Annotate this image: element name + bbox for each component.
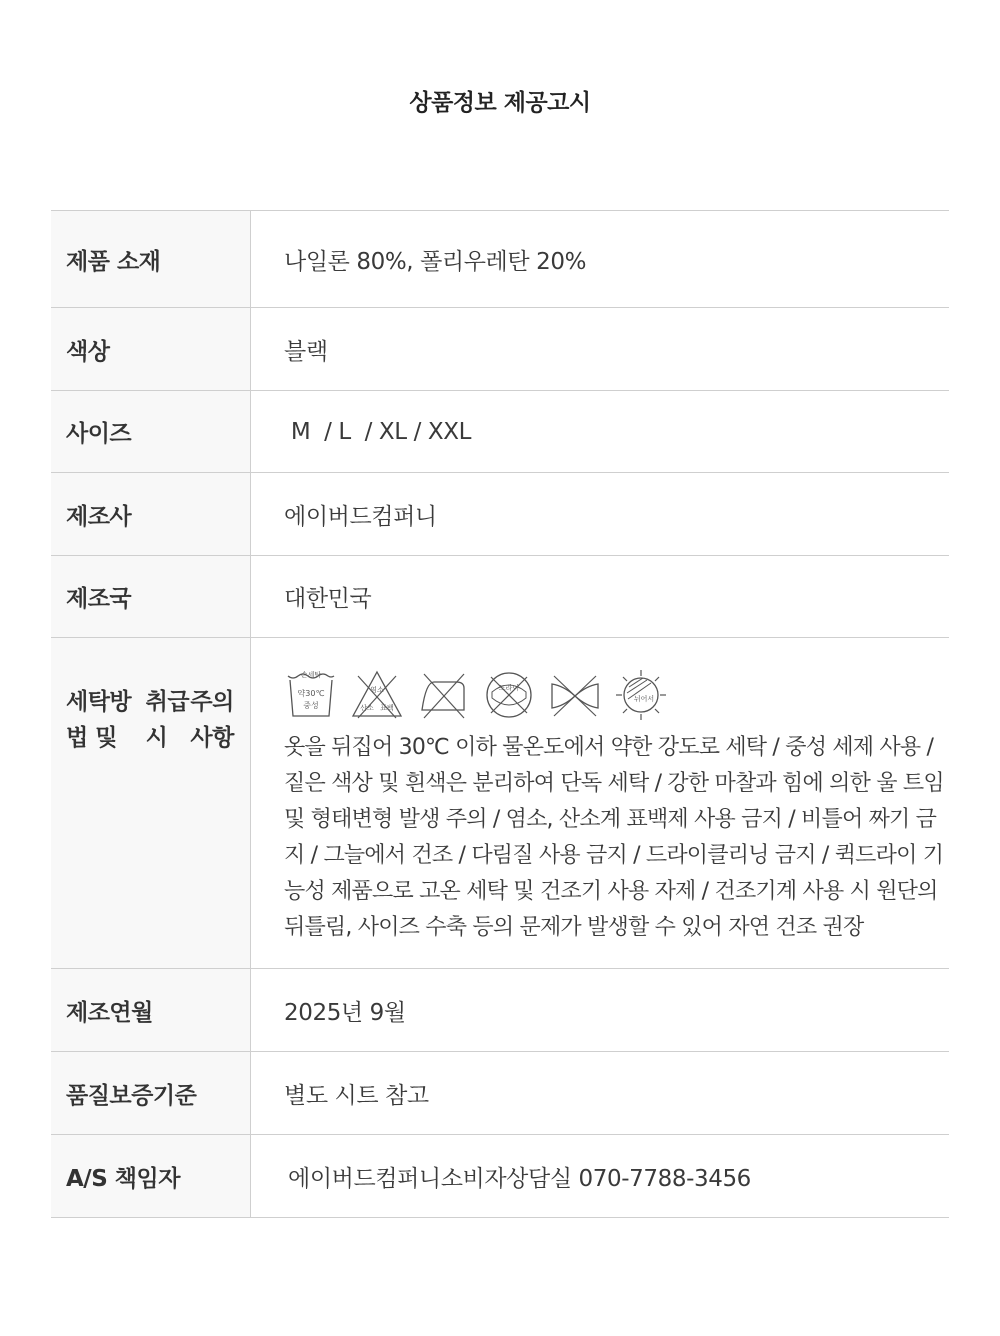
no-bleach-triangle-icon: [350, 668, 404, 722]
no-iron-icon: [416, 668, 470, 722]
icon-text: 뉘어서: [633, 695, 655, 703]
care-icons: [284, 668, 949, 722]
table-row-as-contact: [51, 1135, 949, 1218]
icon-text: 손세탁: [300, 671, 322, 679]
shade-dry-icon: [614, 668, 668, 722]
table-row-country: [51, 556, 949, 638]
table-row-care: [51, 638, 949, 969]
table-row-quality-standard: [51, 1052, 949, 1135]
row-label: 제품 소재: [51, 211, 251, 307]
icon-text: 표백: [380, 704, 394, 712]
hand-wash-icon: [284, 668, 338, 722]
row-value: 에이버드컴퍼니: [284, 503, 437, 530]
row-label: A/S 책임자: [51, 1135, 251, 1217]
row-value: M / L / XL / XXL: [284, 418, 472, 445]
row-label: 품질보증기준: [51, 1052, 251, 1134]
product-info-table: [51, 210, 949, 1218]
label-line: 세탁방법 및: [66, 689, 132, 751]
table-row-manufacturer: [51, 473, 949, 556]
row-label: 제조국: [51, 556, 251, 637]
icon-text: 염소: [370, 686, 384, 694]
row-value: 2025년 9월: [284, 999, 406, 1026]
care-instructions-text: 옷을 뒤집어 30℃ 이하 물온도에서 약한 강도로 세탁 / 중성 세제 사용 / 짙은 색상 및 흰색은 분리하여 단독 세탁 / 강한 마찰과 힘에 의한 울 트임 및 형태변형 발생 주의 / 염소, 산소계 표백제 사용 금지 / 비틀어 짜기 금지 / 그늘에서 건조 / 다림질 사용 금지 / 드라이클리닝 금지 / 퀵드라이 기능성 제품으로 고온 세탁 및 건조기 사용 자제 / 건조기계 사용 시 원단의 뒤틀림, 사이즈 수축 등의 문제가 발생할 수 있어 자연 건조 권장: [284, 735, 944, 940]
row-value: 대한민국: [284, 586, 372, 612]
icon-text: 중성: [303, 701, 319, 710]
row-value: 나일론 80%, 폴리우레탄 20%: [284, 248, 587, 275]
row-value: 블랙: [284, 338, 328, 365]
row-value: 에이버드컴퍼니소비자상담실 070-7788-3456: [288, 1165, 751, 1192]
label-line: 취급시: [145, 689, 190, 751]
row-label: 색상: [51, 308, 251, 390]
care-instructions: [251, 638, 949, 968]
row-value: 별도 시트 참고: [284, 1082, 429, 1109]
no-dry-clean-icon: [482, 668, 536, 722]
row-label: [51, 638, 251, 968]
table-row-material: [51, 211, 949, 308]
icon-text: 드라이: [498, 684, 520, 692]
table-row-manufacture-date: [51, 969, 949, 1052]
row-label: 제조연월: [51, 969, 251, 1051]
row-label: 사이즈: [51, 391, 251, 472]
row-label: 제조사: [51, 473, 251, 555]
label-line: 주의사항: [190, 689, 234, 751]
no-wring-icon: [548, 668, 602, 722]
icon-text: 약30℃: [297, 689, 325, 698]
table-row-size: [51, 391, 949, 473]
icon-text: 산소: [360, 704, 374, 712]
page-title: 상품정보 제공고시: [409, 90, 591, 116]
table-row-color: [51, 308, 949, 391]
